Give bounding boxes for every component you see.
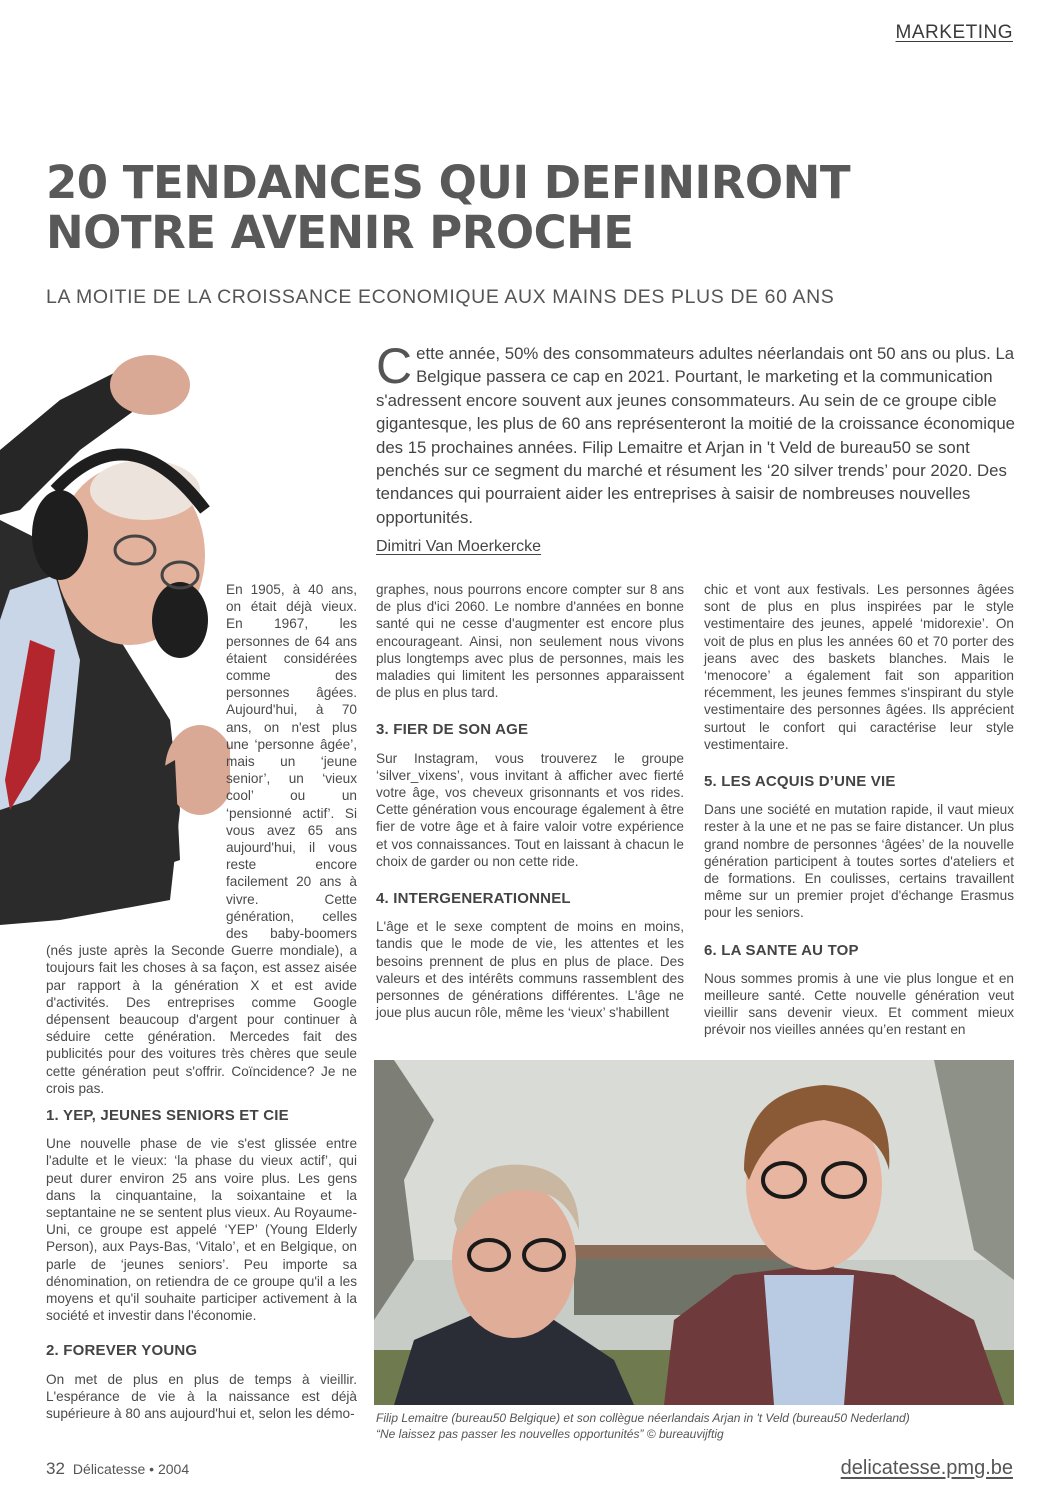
heading-4: 4. INTERGENERATIONNEL [376, 890, 571, 908]
paragraph-6: Nous sommes promis à une vie plus longue et en meilleure santé. Cette nouvelle génération veut vieillir sans devenir vieux. Et comment mieux prévoir nos vieilles années qu’en restant en [704, 970, 1014, 1038]
column-2 [376, 581, 684, 1021]
paragraph-5: Dans une société en mutation rapide, il vaut mieux rester à la une et ne pas se faire distancer. Un plus grand nombre de personnes ‘âgées’ de la nouvelle génération participent à toutes sortes d'ateliers et de formations. En coulisses, certains travaillent même sur un premier projet d'échange Erasmus pour les seniors. [704, 802, 1014, 921]
section-tag[interactable]: MARKETING [895, 22, 1013, 43]
paragraph-4-continued: chic et vont aux festivals. Les personnes âgées sont de plus en plus inspirées par le style vestimentaire des jeunes, appelé ‘midorexie’. On voit de plus en plus les années 60 et 70 porter des jeans avec des baskets blanches. Mais le ‘menocore’ a également fait son apparition récemment, les jeunes femmes s'inspirant du style vestimentaire des personnes âgées. Ils apprécient surtout le confort qui caractérise leur style vestimentaire. [704, 582, 1014, 752]
intro-body-paragraph: En 1905, à 40 ans, on était déjà vieux. En 1967, les personnes de 64 ans étaient considérées comme des personnes âgées. Aujourd'hui, à 70 ans, on n'est plus une ‘personne âgée’, mais un ‘jeune senior’, un ‘vieux cool’ ou un ‘pensionné actif’. Si vous avez 65 ans aujourd'hui, il vous reste encore facilement 20 ans à vivre. Cette génération, celles des baby-boomers (nés juste après la Seconde Guerre mondiale), a toujours fait les choses à sa façon, est assez aisée par rapport à la génération X et est avide d'activités. Des entreprises comme Google dépensent beaucoup d'argent pour continuer à séduire cette génération. Mercedes fait des publicités pour des voitures très chères que seule cette génération peut s'offrir. Coïncidence? Je ne crois pas. [46, 582, 357, 1096]
intro-paragraph [376, 338, 1016, 529]
website-link[interactable]: delicatesse.pmg.be [840, 1457, 1013, 1479]
heading-5: 5. LES ACQUIS D’UNE VIE [704, 773, 896, 791]
heading-6: 6. LA SANTE AU TOP [704, 941, 859, 959]
title-line-1: 20 TENDANCES QUI DEFINIRONT [46, 156, 851, 209]
duo-portrait-photo [374, 1060, 1014, 1405]
paragraph-2: On met de plus en plus de temps à vieillir. L'espérance de vie à la naissance est déjà supérieure à 80 ans aujourd'hui et, selon les démo- [46, 1371, 357, 1422]
column-1 [46, 581, 357, 1097]
subtitle: LA MOITIE DE LA CROISSANCE ECONOMIQUE AUX MAINS DES PLUS DE 60 ANS [46, 286, 835, 308]
drop-cap: C [376, 338, 413, 394]
author-byline[interactable]: Dimitri Van Moerkercke [376, 538, 542, 555]
photo-caption [376, 1411, 1016, 1442]
column-1-lower [46, 1107, 357, 1422]
paragraph-1: Une nouvelle phase de vie s'est glissée entre l'adulte et le vieux: ‘la phase du vieux actif’, qui peut durer environ 25 ans voire plus. Les gens dans la cinquantaine, la soixantaine et la septantaine ne se sentent plus vieux. Au Royaume-Uni, ce groupe est appelé ‘YEP’ (Young Elderly Person), aux Pays-Bas, ‘Vitalo’, et en Belgique, on parle de ‘jeunes seniors’. Peu importe sa dénomination, on retiendra de ce groupe qu'il a les moyens et qu'il souhaite participer activement à la société et investir dans l'économie. [46, 1136, 357, 1324]
caption-line-1: Filip Lemaitre (bureau50 Belgique) et son collègue néerlandais Arjan in 't Veld (bureau50 Nederland) [376, 1411, 910, 1425]
column-3 [704, 581, 1014, 1039]
footer-left [46, 1459, 189, 1479]
heading-1: 1. YEP, JEUNES SENIORS ET CIE [46, 1107, 289, 1124]
page-title [46, 158, 946, 258]
caption-line-2: “Ne laissez pas passer les nouvelles opportunités” © bureauvijftig [376, 1426, 724, 1441]
intro-text: ette année, 50% des consommateurs adultes néerlandais ont 50 ans ou plus. La Belgique passera ce cap en 2021. Pourtant, le marketing et la communication s'adressent encore souvent aux jeunes consommateurs. Au sein de ce groupe cible gigantesque, les plus de 60 ans représenteront la moitié de la croissance économique des 15 prochaines années. Filip Lemaitre et Arjan in 't Veld de bureau50 se sont penchés sur ce segment du marché et résument les ‘20 silver trends’ pour 2020. Des tendances qui pourraient aider les entreprises à saisir de nombreuses nouvelles opportunités. [376, 344, 1016, 527]
paragraph-4: L'âge et le sexe comptent de moins en moins, tandis que le mode de vie, les attentes et les besoins prennent de plus en plus de place. Des valeurs et des intérêts communs rassemblent des personnes de générations différentes. L'âge ne joue plus aucun rôle, même les ‘vieux’ s'habillent [376, 919, 684, 1021]
heading-3: 3. FIER DE SON AGE [376, 721, 529, 739]
paragraph-3: Sur Instagram, vous trouverez le groupe ‘silver_vixens’, vous invitant à afficher avec fierté votre âge, vos cheveux grisonnants et vos rides. Cette génération vous encourage également à être fier de votre âge et à faire valoir votre expérience et vos connaissances. Tout en laissant à chacun le choix de garder ou non cette ride. [376, 750, 684, 869]
page-number: 32 [46, 1459, 65, 1478]
title-line-2: NOTRE AVENIR PROCHE [46, 206, 634, 259]
heading-2: 2. FOREVER YOUNG [46, 1342, 198, 1360]
publication-name: Délicatesse • 2004 [72, 1461, 190, 1477]
paragraph-2-continued: graphes, nous pourrons encore compter sur 8 ans de plus d'ici 2060. Le nombre d'années en bonne santé qui ne cesse d'augmenter est encore plus encourageant. Ainsi, non seulement nous vivons plus longtemps avec plus de personnes, mais les maladies qui limitent les personnes apparaissent de plus en plus tard. [376, 582, 684, 701]
